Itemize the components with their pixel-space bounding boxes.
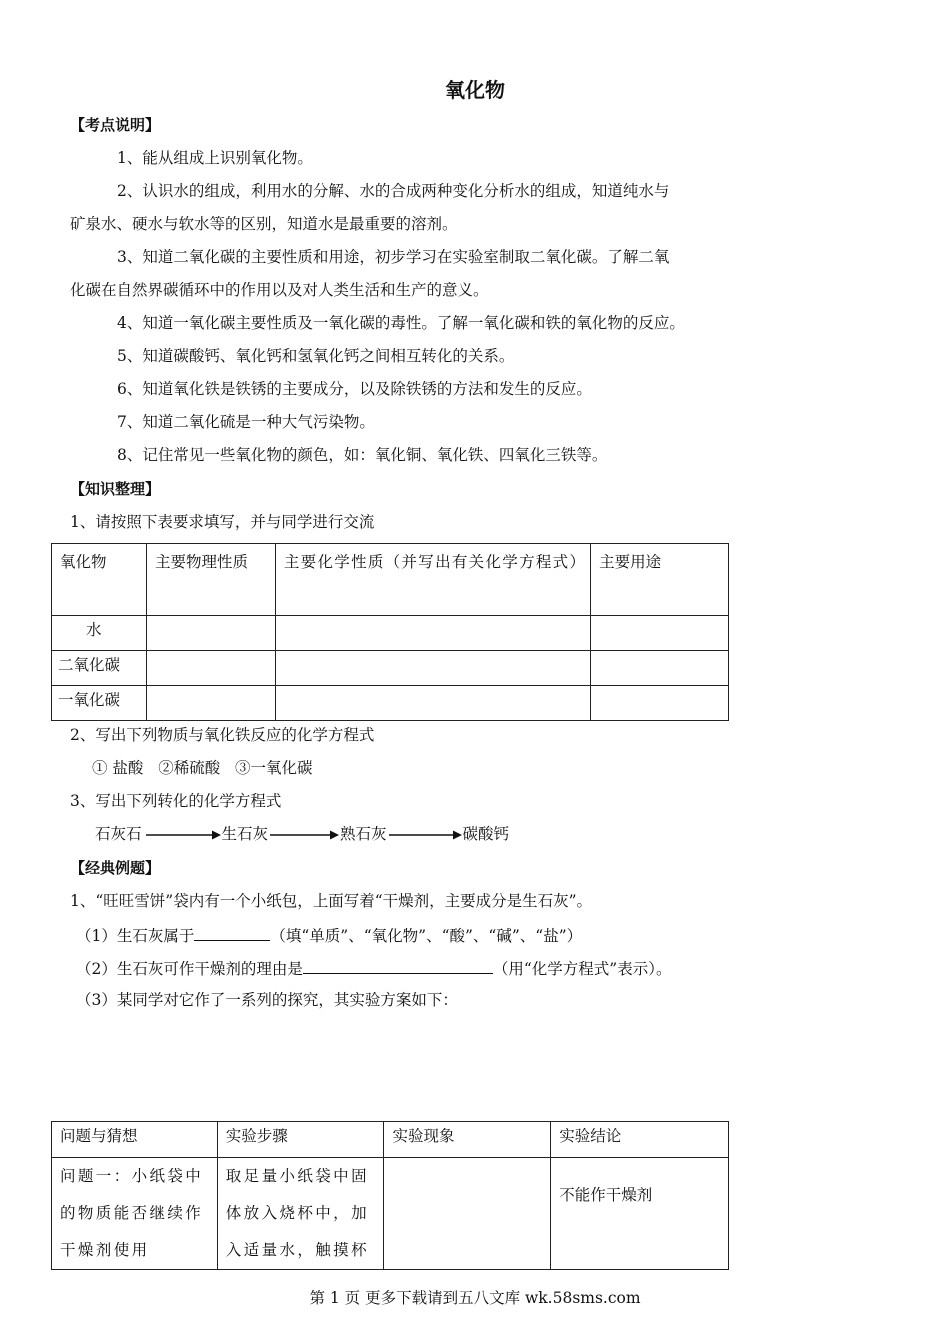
section-heading-key-points: 【考点说明】: [70, 116, 161, 134]
answer-blank-2[interactable]: [303, 957, 493, 974]
conversion-chain: [95, 824, 509, 844]
arrow-right-icon: [268, 829, 340, 841]
table-header-cell: 问题与猜想: [52, 1122, 218, 1158]
table-cell[interactable]: [146, 651, 275, 686]
table-header-cell: 实验结论: [551, 1122, 729, 1158]
key-point-2: 2、认识水的组成，利用水的分解、水的合成两种变化分析水的组成，知道纯水与: [117, 182, 670, 200]
example-part-3: （3）某同学对它作了一系列的探究，其实验方案如下：: [76, 991, 458, 1009]
experiment-table: [51, 1121, 729, 1270]
question-2: 2、写出下列物质与氧化铁反应的化学方程式: [70, 726, 375, 744]
key-point-5: 5、知道碳酸钙、氧化钙和氢氧化钙之间相互转化的关系。: [117, 347, 515, 365]
example-part-1: [76, 924, 582, 946]
example-part-2: [76, 957, 671, 979]
table-row: [52, 616, 729, 651]
item-carbon-monoxide: ③一氧化碳: [235, 759, 313, 777]
item-sulfuric-acid: ②稀硫酸: [158, 759, 221, 777]
table-header-cell: 主要化学性质（并写出有关化学方程式）: [275, 544, 590, 616]
chain-slaked-lime: 熟石灰: [340, 825, 387, 843]
table-cell[interactable]: [591, 686, 729, 721]
table-cell: 不能作干燥剂: [551, 1158, 729, 1270]
part-2-suffix: （用“化学方程式”表示）。: [492, 960, 672, 978]
chain-calcium-carbonate: 碳酸钙: [462, 825, 510, 843]
table-cell: 取足量小纸袋中固体放入烧杯中，加入适量水，触摸杯: [217, 1158, 384, 1270]
key-point-3: 3、知道二氧化碳的主要性质和用途，初步学习在实验室制取二氧化碳。了解二氧: [117, 248, 670, 266]
part-2-prefix: （2）生石灰可作干燥剂的理由是: [76, 960, 303, 978]
table-cell: 二氧化碳: [52, 651, 147, 686]
table-cell[interactable]: [591, 651, 729, 686]
example-question-1: 1、“旺旺雪饼”袋内有一个小纸包，上面写着“干燥剂，主要成分是生石灰”。: [70, 892, 593, 910]
table-header-cell: 实验现象: [384, 1122, 551, 1158]
table-cell: 一氧化碳: [52, 686, 147, 721]
table-header-cell: 主要物理性质: [146, 544, 275, 616]
question-2-items: [92, 758, 313, 778]
table-cell: 问题一：小纸袋中的物质能否继续作干燥剂使用: [52, 1158, 218, 1270]
table-row: [52, 651, 729, 686]
section-heading-examples: 【经典例题】: [70, 859, 161, 877]
part-1-prefix: （1）生石灰属于: [76, 927, 195, 945]
table-header-cell: 实验步骤: [217, 1122, 384, 1158]
table-header-row: [52, 544, 729, 616]
table-row: [52, 686, 729, 721]
table-cell: 水: [52, 616, 147, 651]
table-cell[interactable]: [275, 616, 590, 651]
key-point-2-cont: 矿泉水、硬水与软水等的区别，知道水是最重要的溶剂。: [70, 215, 458, 233]
key-point-6: 6、知道氧化铁是铁锈的主要成分，以及除铁锈的方法和发生的反应。: [117, 380, 592, 398]
table-header-row: [52, 1122, 729, 1158]
table-row: [52, 1158, 729, 1270]
item-hydrochloric-acid: ① 盐酸: [92, 759, 144, 777]
table-cell[interactable]: [384, 1158, 551, 1270]
chain-quicklime: 生石灰: [221, 825, 269, 843]
key-point-1: 1、能从组成上识别氧化物。: [117, 149, 313, 167]
page-footer: 第 1 页 更多下载请到五八文库 wk.58sms.com: [309, 1289, 641, 1307]
key-point-8: 8、记住常见一些氧化物的颜色，如：氧化铜、氧化铁、四氧化三铁等。: [117, 446, 608, 464]
page-title: 氧化物: [445, 78, 505, 102]
chain-limestone: 石灰石: [95, 825, 142, 843]
table-cell[interactable]: [275, 651, 590, 686]
table-header-cell: 主要用途: [591, 544, 729, 616]
key-point-3-cont: 化碳在自然界碳循环中的作用以及对人类生活和生产的意义。: [70, 281, 489, 299]
table-cell[interactable]: [591, 616, 729, 651]
answer-blank-1[interactable]: [194, 924, 270, 941]
section-heading-knowledge: 【知识整理】: [70, 480, 161, 498]
table-header-cell: 氧化物: [52, 544, 147, 616]
question-3: 3、写出下列转化的化学方程式: [70, 792, 282, 810]
table-cell[interactable]: [146, 616, 275, 651]
arrow-right-icon: [387, 829, 463, 841]
key-point-4: 4、知道一氧化碳主要性质及一氧化碳的毒性。了解一氧化碳和铁的氧化物的反应。: [117, 314, 685, 332]
arrow-right-icon: [142, 829, 222, 841]
table-cell[interactable]: [275, 686, 590, 721]
question-1: 1、请按照下表要求填写，并与同学进行交流: [70, 513, 375, 531]
table-cell[interactable]: [146, 686, 275, 721]
oxide-table: [51, 543, 729, 721]
key-point-7: 7、知道二氧化硫是一种大气污染物。: [117, 413, 375, 431]
part-1-suffix: （填“单质”、“氧化物”、“酸”、“碱”、“盐”）: [270, 927, 583, 945]
